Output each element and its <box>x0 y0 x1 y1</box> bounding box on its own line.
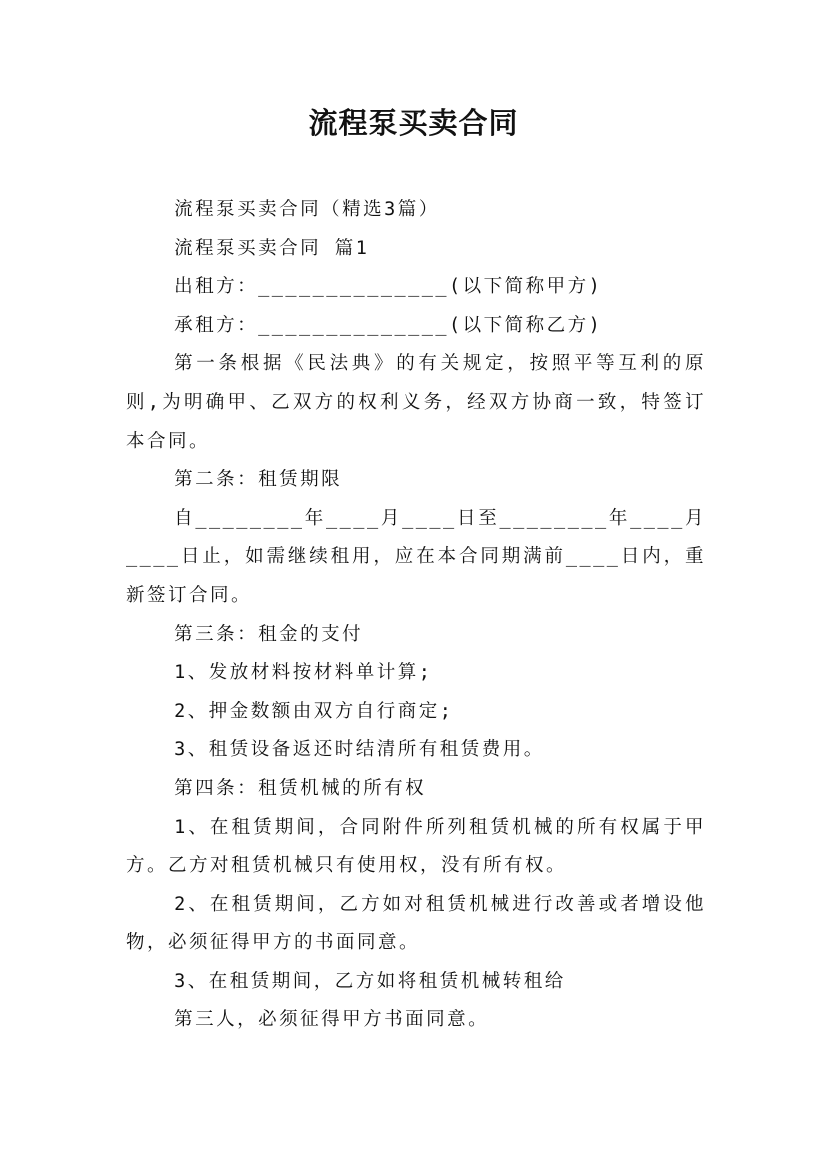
paragraph-lessee: 承租方：______________(以下简称乙方) <box>174 314 603 336</box>
paragraph-article-1: 第一条根据《民法典》的有关规定，按照平等互利的原则,为明确甲、乙双方的权利义务，经双方协商一致，特签订本合同。 <box>126 353 706 452</box>
paragraph-article-3-heading: 第三条：租金的支付 <box>174 623 364 645</box>
paragraph-ownership-item-3-continued: 第三人，必须征得甲方书面同意。 <box>174 1009 490 1031</box>
paragraph-rent-item-3: 3、租赁设备返还时结清所有租赁费用。 <box>174 739 545 761</box>
paragraph-subtitle: 流程泵买卖合同（精选3篇） <box>174 199 440 220</box>
paragraph-article-2-heading: 第二条：租赁期限 <box>174 469 343 491</box>
paragraph-section-heading: 流程泵买卖合同 篇1 <box>174 237 370 259</box>
paragraph-rent-item-2: 2、押金数额由双方自行商定; <box>174 700 454 722</box>
document-body <box>126 191 706 1040</box>
paragraph-ownership-item-3: 3、在租赁期间，乙方如将租赁机械转租给 <box>174 970 566 992</box>
document-title: 流程泵买卖合同 <box>308 106 519 140</box>
paragraph-lessor: 出租方：______________(以下简称甲方) <box>174 276 603 298</box>
paragraph-ownership-item-1: 1、在租赁期间，合同附件所列租赁机械的所有权属于甲方。乙方对租赁机械只有使用权，没有所有权。 <box>126 816 706 877</box>
paragraph-article-4-heading: 第四条：租赁机械的所有权 <box>174 777 427 799</box>
paragraph-rent-item-1: 1、发放材料按材料单计算; <box>174 662 433 684</box>
paragraph-lease-term: 自________年____月____日至________年____月____日止，如需继续租用，应在本合同期满前____日内，重新签订合同。 <box>126 507 706 606</box>
paragraph-ownership-item-2: 2、在租赁期间，乙方如对租赁机械进行改善或者增设他物，必须征得甲方的书面同意。 <box>126 893 706 954</box>
